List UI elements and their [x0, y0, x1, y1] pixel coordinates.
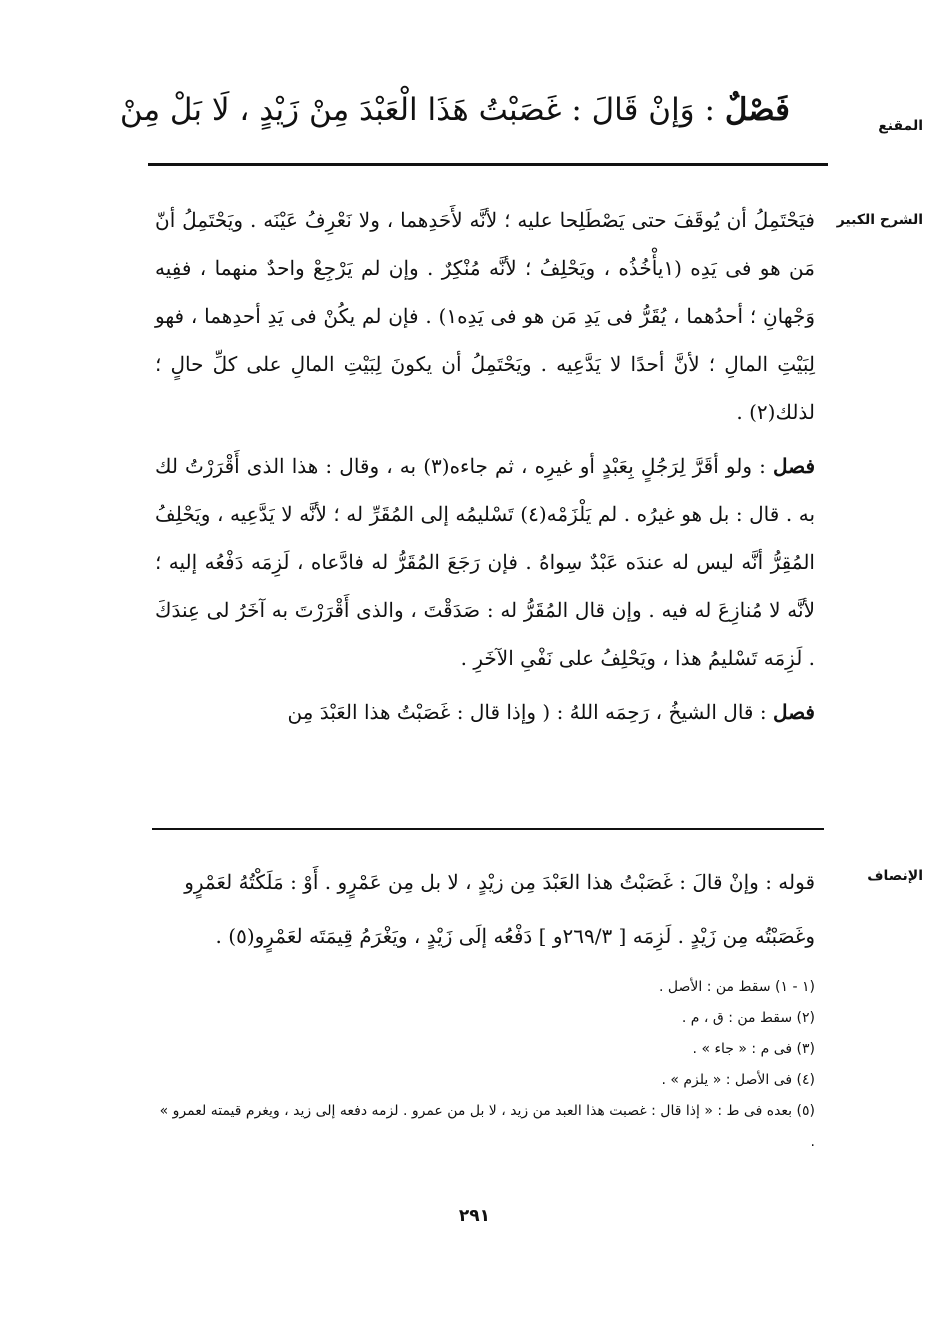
fasl-heading: فصل: [772, 454, 816, 478]
insaf-divider: [152, 828, 824, 830]
header-divider: [148, 163, 828, 166]
page-number: ٢٩١: [458, 1206, 491, 1226]
sharh-paragraph-1: [155, 196, 815, 436]
sharh-text: [155, 196, 815, 736]
paragraph-text: : قال الشيخُ ، رَحِمَه اللهُ : ( وإذا قال : غَصَبْتُ هذا العَبْدَ مِن: [287, 700, 767, 724]
sharh-label: الشرح الكبير: [836, 212, 923, 228]
insaf-text: [150, 855, 815, 963]
header-matn: [119, 92, 790, 128]
sharh-paragraph-2: [155, 442, 815, 682]
muqni-label: المقنع: [878, 118, 923, 134]
header-fasl-word: فَصْلٌ: [724, 92, 790, 128]
sharh-paragraph-3: [155, 688, 815, 736]
footnote-3: (٣) فى م : « جاء » .: [692, 1041, 815, 1057]
header-matn-text: : وَإنْ قَالَ : غَصَبْتُ هَذَا الْعَبْدَ مِنْ زَيْدٍ ، لَا بَلْ مِنْ: [119, 92, 715, 128]
footnote-4: (٤) فى الأصل : « يلزم » .: [661, 1072, 815, 1088]
footnote-2: (٢) سقط من : ق ، م .: [681, 1010, 815, 1026]
footnote-1: (١ - ١) سقط من : الأصل .: [659, 979, 815, 995]
paragraph-text: فيَحْتَمِلُ أن يُوقَفَ حتى يَصْطَلِحا عليه ؛ لأنَّه لأَحَدِهما ، ولا نَعْرِفُ عَيْنَه . ويَحْتَمِلُ أنّ مَن هو فى يَدِه (١يأْخُذُه ، ويَحْلِفُ ؛ لأنَّه مُنْكِرٌ . وإن لم يَرْجِعْ واحدٌ منهما ، ففِيه وَجْهانِ ؛ أحدُهما ، يُقَرُّ فى يَدِ مَن هو فى يَدِه١) . فإن لم يكُنْ فى يَدِ أحدِهما ، فهو لِبَيْتِ المالِ ؛ لأنَّ أحدًا لا يَدَّعِيه . ويَحْتَمِلُ أن يكونَ لِبَيْتِ المالِ على كلِّ حالٍ ؛ لذلك(٢) .: [155, 208, 815, 424]
footnotes: [152, 972, 815, 1158]
paragraph-text: : ولو أقَرَّ لِرَجُلٍ بِعَبْدٍ أو غيرِه ، ثم جاءه(٣) به ، وقال : هذا الذى أَقْرَرْتُ لك به . قال : بل هو غيرُه . لم يَلْزَمْه(٤) تَسْليمُه إلى المُقَرِّ له ؛ لأنَّه لا يَدَّعِيه ، ويَحْلِفُ المُقِرُّ أنَّه ليس له عندَه عَبْدٌ سِواهُ . فإن رَجَعَ المُقَرُّ له فادَّعاه ، لَزِمَه دَفْعُه إليه ؛ لأنَّه لا مُنازِعَ له فيه . وإن قال المُقَرُّ له : صَدَقْتَ ، والذى أَقْرَرْتَ به آخَرُ لى عِندَكَ . لَزِمَه تَسْليمُ هذا ، ويَحْلِفُ على نَفْىِ الآخَرِ .: [155, 454, 816, 670]
footnote-5: (٥) بعده فى ط : « إذا قال : غصبت هذا العبد من زيد ، لا بل من عمرو . لزمه دفعه إلى زيد ، ويغرم قيمته لعمرو » .: [159, 1103, 815, 1150]
insaf-label: الإنصاف: [867, 868, 923, 884]
insaf-paragraph: قوله : وإنْ قالَ : غَصَبْتُ هذا العَبْدَ مِن زيْدٍ ، لا بل مِن عَمْرٍو . أَوْ : مَلَكْتُهُ لعَمْرٍو وغَصَبْتُه مِن زَيْدٍ . لَزِمَه [ ٢٦٩/٣و ] دَفْعُه إلَى زَيْدٍ ، ويَغْرَمُ قِيمَتَه لعَمْرٍو(٥) .: [184, 870, 815, 948]
fasl-heading: فصل: [772, 700, 815, 724]
